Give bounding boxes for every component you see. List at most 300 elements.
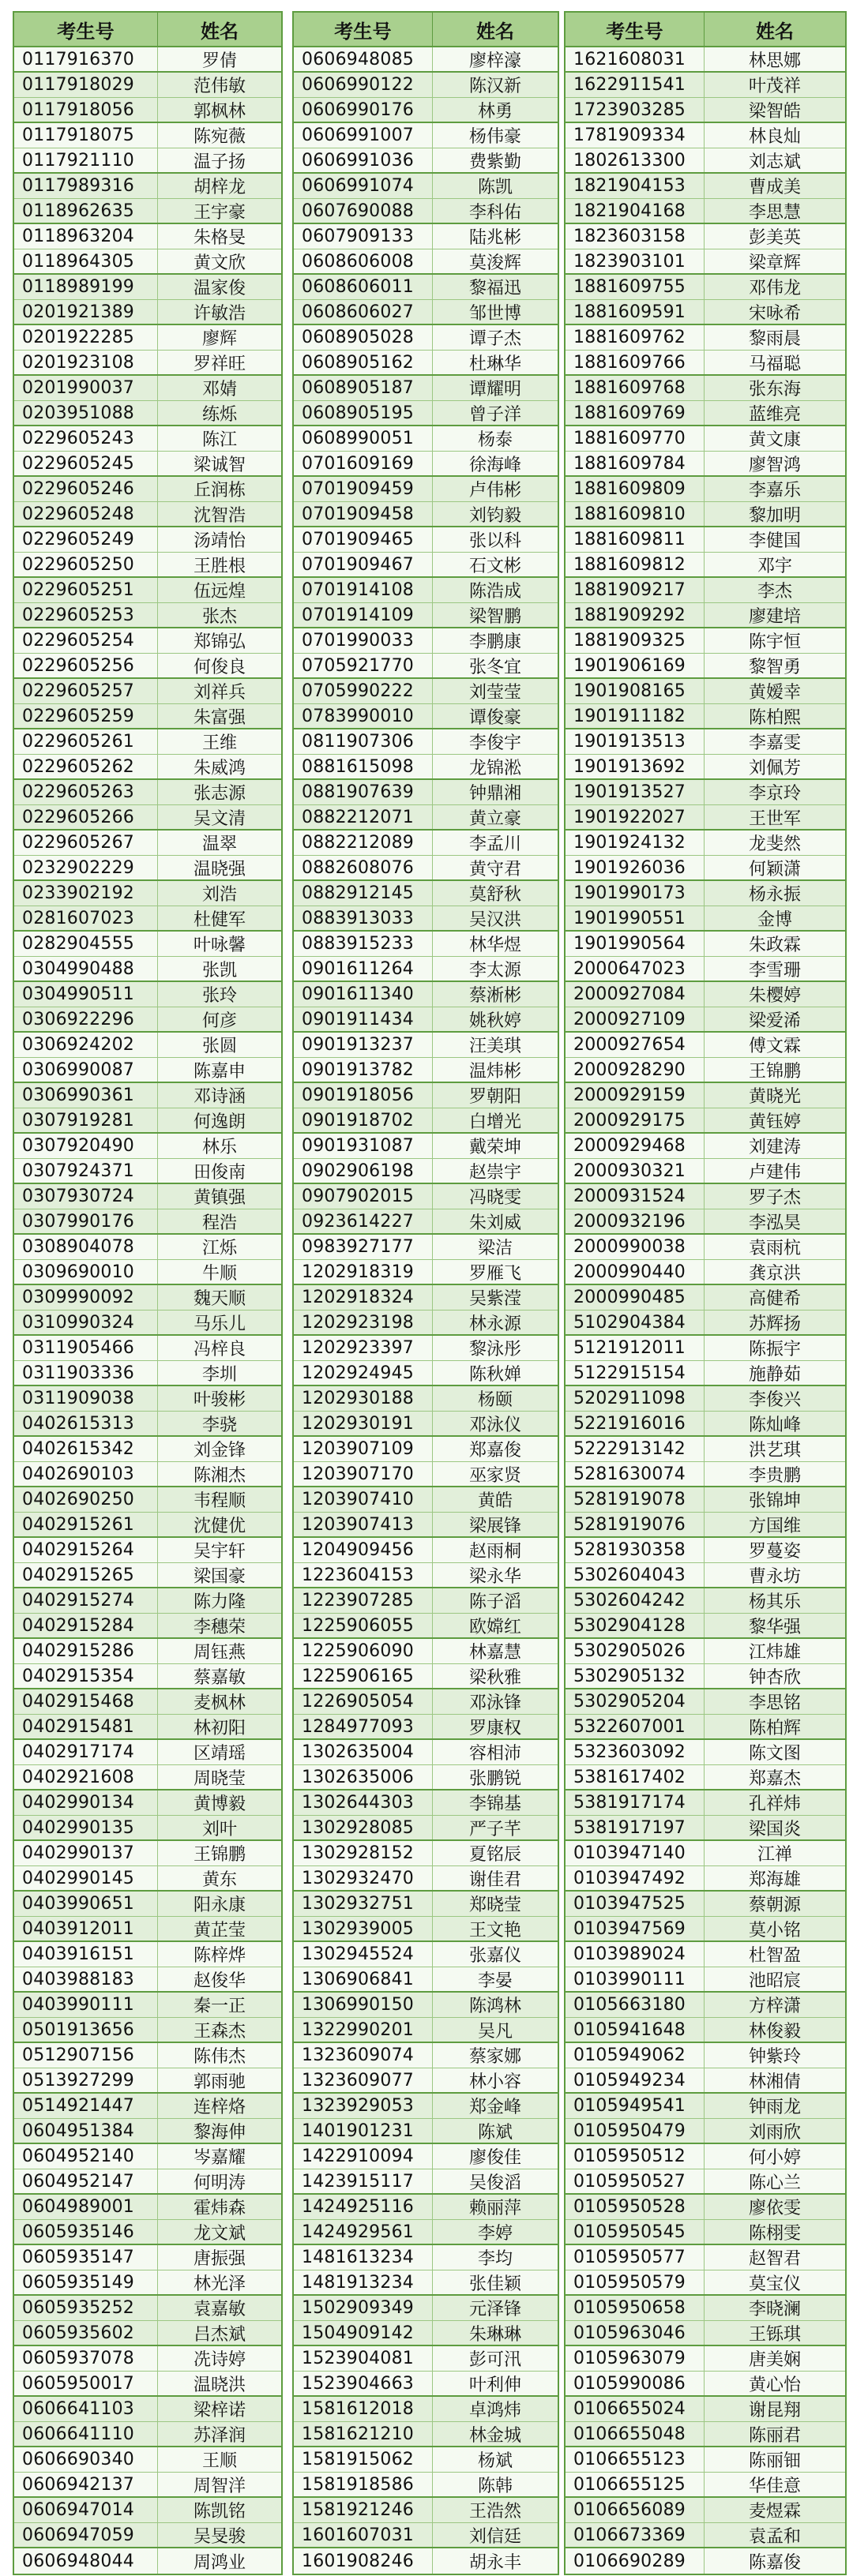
student-name-cell: 廖梓濠 [468,51,521,71]
student-name-cell: 胡永丰 [468,2552,521,2573]
table-row [14,1058,281,1083]
student-id-cell: 0201990037 [14,376,158,400]
student-id-cell: 0512907156 [14,2043,158,2068]
student-name-cell: 陈栩雯 [748,2223,801,2244]
table-row [14,2195,281,2220]
student-id-cell: 0229605259 [14,704,158,728]
student-name-cell: 李雪珊 [748,960,801,981]
student-name-cell: 梁梓诺 [193,2401,246,2420]
table-row [566,376,845,401]
student-id-cell: 2000932196 [566,1209,705,1233]
table-row [14,881,281,906]
student-id-cell: 0882608076 [294,856,433,879]
student-id-cell: 0701914108 [294,578,433,602]
table-row [566,2523,845,2548]
table-row [14,174,281,199]
table-row [294,1563,558,1588]
student-name-cell: 宋咏希 [748,303,801,324]
student-name-cell: 黄文欣 [193,253,246,273]
table-row [566,527,845,553]
table-row [294,148,558,174]
student-id-cell: 0105950512 [566,2144,705,2169]
table-row [566,1614,845,1639]
student-name-cell: 陈灿峰 [748,1415,801,1435]
table-header-row [14,13,281,47]
student-name-cell: 施静茹 [748,1364,801,1385]
table-row [566,603,845,628]
table-row [294,906,558,932]
student-name-cell: 李穗荣 [193,1617,246,1637]
student-name-cell: 陈嘉申 [193,1061,246,1082]
student-name-cell: 王铄琪 [748,2324,801,2345]
table-row [294,831,558,856]
student-name-cell: 郑嘉俊 [468,1441,521,1460]
student-name-cell: 汤靖怡 [193,531,246,551]
table-row [566,2296,845,2321]
table-row [294,1715,558,1740]
student-name-cell: 张锦坤 [748,1491,801,1511]
student-id-cell: 0606948044 [14,2548,158,2574]
student-name-cell: 林嘉慧 [468,1643,521,1663]
table-row [566,325,845,351]
student-name-cell: 彭可汛 [468,2350,521,2370]
table-row [294,982,558,1007]
student-id-cell: 0306922296 [14,1007,158,1031]
table-row [294,2372,558,2397]
header-student-id: 考生号 [294,13,433,46]
table-row [566,249,845,275]
student-name-cell: 王维 [201,733,237,753]
table-row [14,401,281,426]
student-name-cell: 徐海峰 [468,455,521,475]
student-id-cell: 0233902192 [14,881,158,906]
student-name-cell: 陈湘杰 [193,1465,246,1486]
student-id-cell: 5322607001 [566,1715,705,1738]
table-row [14,1664,281,1689]
table-row [14,2043,281,2068]
student-id-cell: 0882212089 [294,831,433,855]
student-name-cell: 温晓强 [193,859,246,879]
table-row [14,2397,281,2422]
student-id-cell: 0307990176 [14,1209,158,1233]
student-id-cell: 1223604153 [294,1563,433,1587]
table-row [566,2422,845,2447]
table-row [566,1134,845,1159]
student-id-cell: 0105949541 [566,2094,705,2118]
student-id-cell: 0402990134 [14,1790,158,1815]
table-row [294,300,558,325]
student-name-cell: 周智洋 [193,2476,246,2496]
student-name-cell: 梁章辉 [748,253,801,273]
student-id-cell: 0883915233 [294,932,433,956]
student-id-cell: 0402615313 [14,1412,158,1435]
student-id-cell: 0310990324 [14,1310,158,1334]
table-row [294,957,558,982]
student-name-cell: 林良灿 [748,127,801,147]
student-name-cell: 刘志斌 [748,152,801,172]
table-row [294,73,558,98]
table-row [566,704,845,729]
student-id-cell: 1302928152 [294,1841,433,1865]
table-row [14,1765,281,1790]
student-id-cell: 0402917174 [14,1740,158,1764]
student-id-cell: 1821904153 [566,174,705,198]
table-row [294,932,558,957]
student-name-cell: 周鸿业 [193,2552,246,2573]
student-id-cell: 0311909038 [14,1386,158,1411]
student-name-cell: 李太源 [468,960,521,981]
student-id-cell: 5302604043 [566,1563,705,1587]
student-name-cell: 连梓烙 [193,2098,246,2117]
student-name-cell: 黄镇强 [193,1188,246,1208]
table-row [14,1614,281,1639]
header-name: 姓名 [201,20,239,43]
table-row [14,249,281,275]
table-row [294,679,558,704]
student-name-cell: 陈力隆 [193,1592,246,1612]
student-name-cell: 费紫勤 [468,152,521,172]
student-id-cell: 0105950479 [566,2119,705,2143]
table-row [14,1336,281,1361]
student-id-cell: 1204909456 [294,1538,433,1562]
student-id-cell: 1202923397 [294,1336,433,1360]
student-id-cell: 0106656089 [566,2498,705,2522]
student-id-cell: 0606947059 [14,2523,158,2547]
table-row [294,1058,558,1083]
student-name-cell: 陈心兰 [748,2173,801,2193]
student-id-cell: 0306924202 [14,1033,158,1057]
student-id-cell: 0307919281 [14,1108,158,1132]
table-row [294,123,558,148]
student-name-cell: 廖依雯 [748,2199,801,2218]
student-id-cell: 1424925116 [294,2195,433,2219]
student-id-cell: 0403988183 [14,1967,158,1991]
student-id-cell: 1901906169 [566,654,705,677]
table-row [14,1639,281,1664]
student-id-cell: 0901931087 [294,1134,433,1158]
table-row [294,2043,558,2068]
table-header-row [294,13,558,47]
student-id-cell: 0106673369 [566,2523,705,2547]
student-id-cell: 1203907410 [294,1487,433,1512]
student-id-cell: 2000929468 [566,1134,705,1158]
student-id-cell: 1302932470 [294,1866,433,1890]
student-name-cell: 陈伟杰 [193,2047,246,2067]
table-row [294,1917,558,1942]
student-name-cell: 林永源 [468,1314,521,1334]
table-row [14,1083,281,1108]
table-row [14,123,281,148]
student-id-cell: 0701909458 [294,502,433,526]
student-name-cell: 蔡嘉敏 [193,1667,246,1688]
table-row [294,1007,558,1033]
table-row [566,1412,845,1437]
student-name-cell: 林小容 [468,2072,521,2092]
student-id-cell: 1802613300 [566,148,705,172]
student-id-cell: 0881907639 [294,780,433,804]
table-row [566,98,845,123]
table-row [294,1310,558,1336]
student-id-cell: 0608606011 [294,275,433,299]
table-row [566,1184,845,1209]
student-id-cell: 0106655123 [566,2447,705,2472]
table-row [566,755,845,780]
student-id-cell: 5222913142 [566,1437,705,1461]
table-row [14,2119,281,2144]
student-id-cell: 0403916151 [14,1942,158,1967]
student-name-cell: 唐振强 [193,2249,246,2269]
student-id-cell: 0106655024 [566,2397,705,2421]
table-row [566,1260,845,1285]
student-id-cell: 0311903336 [14,1361,158,1385]
student-id-cell: 0229605262 [14,755,158,778]
student-name-cell: 邓诗涵 [193,1087,246,1107]
table-row [566,2043,845,2068]
table-row [566,199,845,224]
student-id-cell: 0901611340 [294,982,433,1007]
student-id-cell: 0103990111 [566,1967,705,1991]
student-name-cell: 黎福迅 [468,279,521,298]
student-id-cell: 0402915261 [14,1513,158,1536]
table-row [14,2372,281,2397]
student-id-cell: 0608606008 [294,249,433,273]
student-id-cell: 0229605243 [14,426,158,451]
student-id-cell: 1823903101 [566,249,705,273]
student-name-cell: 陈鸿林 [468,1997,521,2016]
table-row [566,502,845,527]
student-name-cell: 李骁 [201,1415,237,1435]
table-row [294,1639,558,1664]
student-name-cell: 郑锦弘 [193,632,246,652]
student-table-group-3 [564,11,847,2575]
student-id-cell: 5102904384 [566,1310,705,1334]
student-name-cell: 邓伟龙 [748,279,801,298]
table-row [294,2169,558,2195]
student-id-cell: 0105950545 [566,2220,705,2244]
table-row [14,679,281,704]
student-id-cell: 1881609768 [566,376,705,400]
student-name-cell: 陈梓烨 [193,1946,246,1966]
table-row [14,47,281,73]
student-id-cell: 2000647023 [566,957,705,981]
table-row [294,2068,558,2094]
table-row [294,401,558,426]
table-row [14,628,281,654]
student-name-cell: 江炜雄 [748,1643,801,1663]
student-id-cell: 0402915284 [14,1614,158,1637]
table-row [294,603,558,628]
table-row [566,2144,845,2169]
table-row [294,628,558,654]
table-row [566,1588,845,1614]
student-name-cell: 郭枫林 [193,101,246,122]
student-name-cell: 杜智盈 [748,1946,801,1966]
table-row [566,1765,845,1790]
student-id-cell: 0306990361 [14,1083,158,1108]
table-row [294,2018,558,2043]
student-id-cell: 1302928085 [294,1816,433,1839]
student-id-cell: 0701990033 [294,628,433,653]
table-row [566,1866,845,1892]
student-id-cell: 0607909133 [294,224,433,249]
table-row [14,1134,281,1159]
student-name-cell: 张鹏锐 [468,1768,521,1789]
student-id-cell: 1523904081 [294,2346,433,2371]
student-id-cell: 1881609766 [566,351,705,374]
student-id-cell: 0606690340 [14,2447,158,2472]
student-id-cell: 0232902229 [14,856,158,879]
student-name-cell: 陈秋婵 [468,1364,521,1385]
student-name-cell: 赵崇宇 [468,1162,521,1183]
table-row [566,477,845,502]
student-id-cell: 0402915286 [14,1639,158,1663]
table-row [294,1412,558,1437]
student-name-cell: 温炜彬 [468,1061,521,1082]
student-name-cell: 黄心怡 [748,2375,801,2395]
table-row [566,1437,845,1462]
student-name-cell: 廖俊佳 [468,2148,521,2168]
table-row [294,2195,558,2220]
student-name-cell: 林金城 [468,2425,521,2446]
student-id-cell: 2000990038 [566,1235,705,1259]
student-name-cell: 朱政霖 [748,936,801,955]
table-row [566,426,845,452]
student-name-cell: 刘建涛 [748,1138,801,1157]
student-name-cell: 何颖潇 [748,859,801,879]
student-id-cell: 0402990135 [14,1816,158,1839]
student-name-cell: 谭子杰 [468,329,521,349]
student-name-cell: 何逸朗 [193,1112,246,1132]
student-id-cell: 2000927084 [566,982,705,1007]
student-name-cell: 张玲 [201,986,237,1006]
student-id-cell: 0106655048 [566,2422,705,2446]
student-name-cell: 卢建伟 [748,1162,801,1183]
table-row [14,1841,281,1866]
student-id-cell: 0402915468 [14,1689,158,1714]
student-name-cell: 魏天顺 [193,1289,246,1309]
table-row [566,2372,845,2397]
table-row [14,477,281,502]
student-name-cell: 杜健军 [193,909,246,930]
student-id-cell: 0923614227 [294,1209,433,1233]
student-id-cell: 0105950577 [566,2245,705,2270]
table-row [294,527,558,553]
table-row [566,2397,845,2422]
table-row [566,932,845,957]
student-name-cell: 彭美英 [748,228,801,248]
student-name-cell: 张杰 [201,606,237,627]
student-id-cell: 0605935146 [14,2220,158,2244]
student-name-cell: 华佳意 [748,2476,801,2496]
student-id-cell: 0402990145 [14,1866,158,1890]
student-name-cell: 杨其乐 [748,1592,801,1612]
student-name-cell: 吴文清 [193,808,246,829]
student-id-cell: 1423915117 [294,2169,433,2193]
student-name-cell: 陈柏辉 [748,1718,801,1738]
table-row [14,148,281,174]
student-name-cell: 李孟川 [468,834,521,854]
student-name-cell: 龙锦淞 [468,758,521,778]
student-name-cell: 王宇豪 [193,202,246,223]
student-id-cell: 0229605245 [14,452,158,475]
student-id-cell: 5323603092 [566,1740,705,1764]
table-row [294,1134,558,1159]
student-id-cell: 1881609770 [566,426,705,451]
table-row [294,1285,558,1310]
student-id-cell: 0309690010 [14,1260,158,1284]
student-name-cell: 罗祥旺 [193,354,246,374]
student-name-cell: 杨颐 [477,1390,513,1410]
student-name-cell: 陆兆彬 [468,228,521,248]
student-id-cell: 1901924132 [566,831,705,855]
table-row [14,98,281,123]
student-id-cell: 0701909467 [294,553,433,576]
student-name-cell: 冯梓良 [193,1340,246,1359]
student-name-cell: 张志源 [193,784,246,804]
table-row [566,1462,845,1487]
student-id-cell: 1901911182 [566,704,705,728]
student-name-cell: 梁诚智 [193,455,246,475]
table-row [294,856,558,881]
table-row [566,2068,845,2094]
student-table-group-1 [13,11,283,2575]
table-row [294,275,558,300]
student-id-cell: 1901990173 [566,881,705,906]
table-row [294,452,558,477]
student-id-cell: 0606641103 [14,2397,158,2421]
table-row [294,1336,558,1361]
student-name-cell: 陈凯 [477,178,513,197]
student-name-cell: 何俊良 [193,657,246,677]
student-name-cell: 李京玲 [748,784,801,804]
student-id-cell: 1901926036 [566,856,705,879]
table-row [294,1235,558,1260]
table-row [294,729,558,755]
student-name-cell: 卢伟彬 [468,481,521,501]
student-name-cell: 黄芷莹 [193,1920,246,1940]
student-id-cell: 1821904168 [566,199,705,223]
student-id-cell: 1601607031 [294,2523,433,2547]
table-row [294,2498,558,2523]
table-row [14,199,281,224]
student-name-cell: 王文艳 [468,1920,521,1940]
student-id-cell: 5121912011 [566,1336,705,1360]
student-id-cell: 0605935602 [14,2321,158,2345]
student-name-cell: 陈江 [201,430,237,450]
student-name-cell: 张嘉仪 [468,1946,521,1966]
student-name-cell: 练烁 [201,404,237,425]
student-id-cell: 0103947140 [566,1841,705,1865]
table-row [14,1260,281,1285]
student-id-cell: 0306990087 [14,1058,158,1082]
table-row [14,1487,281,1513]
student-id-cell: 0117916370 [14,47,158,71]
student-id-cell: 5302905204 [566,1689,705,1714]
table-row [566,1993,845,2018]
student-id-cell: 0606990176 [294,98,433,122]
header-student-id: 考生号 [566,13,705,46]
student-name-cell: 丘润栋 [193,481,246,501]
student-name-cell: 黄东 [201,1869,237,1890]
student-name-cell: 谢佳君 [468,1869,521,1890]
student-id-cell: 0229605254 [14,628,158,653]
student-id-cell: 0402915354 [14,1664,158,1688]
table-row [14,1310,281,1336]
student-id-cell: 2000990485 [566,1285,705,1310]
student-name-cell: 李俊兴 [748,1390,801,1410]
table-header-row [566,13,845,47]
table-row [566,729,845,755]
